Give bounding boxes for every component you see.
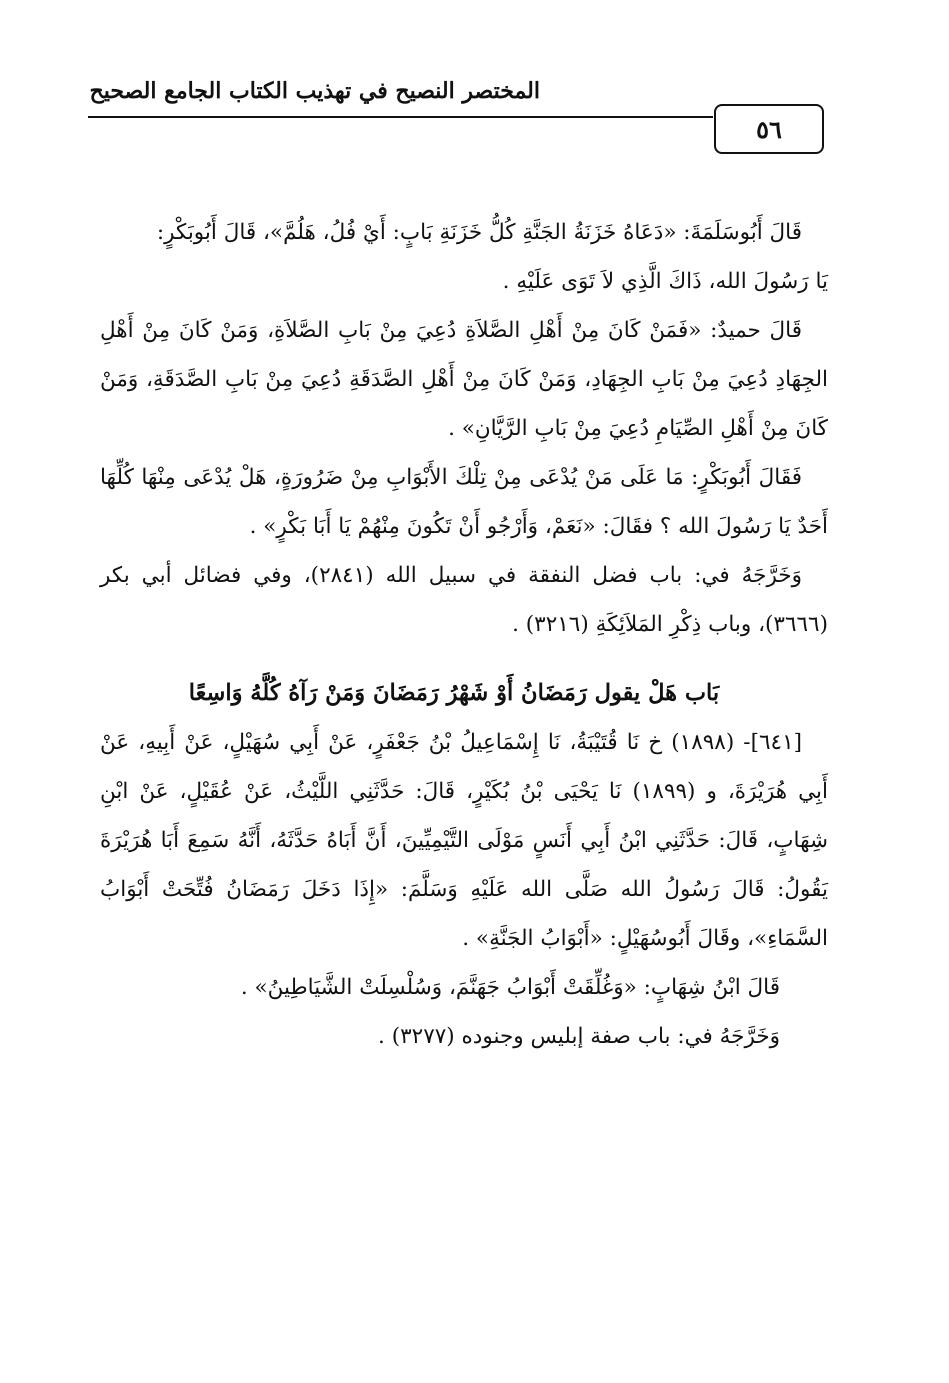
body-text	[100, 208, 828, 1061]
paragraph-abu-salama	[100, 208, 828, 306]
paragraph-abu-bakr: فَقَالَ أَبُوبَكْرٍ: مَا عَلَى مَنْ يُدْعَى مِنْ تِلْكَ الأَبْوَابِ مِنْ ضَرُورَةٍ، هَلْ يُدْعَى مِنْهَا كُلِّهَا أَحَدٌ يَا رَسُولَ الله ؟ فقَالَ: «نَعَمْ، وَأَرْجُو أَنْ تَكُونَ مِنْهُمْ يَا أَبَا بَكْرٍ» .	[100, 465, 828, 539]
paragraph-takhrij-2: وَخَرَّجَهُ في: باب صفة إبليس وجنوده (٣٢٧٧) .	[378, 1024, 780, 1049]
header-rule	[88, 116, 713, 118]
chapter-heading: بَاب هَلْ يقول رَمَضَانُ أَوْ شَهْرُ رَمَضَانَ وَمَنْ رَآهُ كُلَّهُ وَاسِعًا	[188, 680, 720, 706]
page-number: ٥٦	[756, 114, 782, 144]
paragraph-line: قَالَ أَبُوسَلَمَةَ: «دَعَاهُ خَزَنَةُ الجَنَّةِ كُلُّ خَزَنَةِ بَابٍ: أَيْ فُلُ، هَلُمَّ»، قَالَ أَبُوبَكْرٍ:	[156, 220, 802, 245]
paragraph-humaid: قَالَ حميدٌ: «فَمَنْ كَانَ مِنْ أَهْلِ الصَّلاَةِ دُعِيَ مِنْ بَابِ الصَّلاَةِ، وَمَنْ كَانَ مِنْ أَهْلِ الجِهَادِ دُعِيَ مِنْ بَابِ الجِهَادِ، وَمَنْ كَانَ مِنْ أَهْلِ الصَّدَقَةِ دُعِيَ مِنْ بَابِ الصَّدَقَةِ، وَمَنْ كَانَ مِنْ أَهْلِ الصِّيَامِ دُعِيَ مِنْ بَابِ الرَّيَّانِ» .	[100, 318, 828, 441]
page-number-box	[714, 104, 824, 154]
paragraph-takhrij-1: وَخَرَّجَهُ في: باب فضل النفقة في سبيل الله (٢٨٤١)، وفي فضائل أبي بكر (٣٦٦٦)، وباب ذِكْرِ المَلاَئِكَةِ (٣٢١٦) .	[100, 563, 828, 637]
paragraph-line: يَا رَسُولَ الله، ذَاكَ الَّذِي لاَ تَوَى عَلَيْهِ .	[502, 269, 828, 294]
running-title: المختصر النصيح في تهذيب الكتاب الجامع الصحيح	[89, 78, 540, 104]
paragraph-ibn-shihab: قَالَ ابْنُ شِهَابٍ: «وَغُلِّقَتْ أَبْوَابُ جَهَنَّمَ، وَسُلْسِلَتْ الشَّيَاطِينُ» .	[240, 975, 780, 1000]
paragraph-hadith-641: [٦٤١]- (١٨٩٨) خ نَا قُتَيْبَةُ، نَا إِسْمَاعِيلُ بْنُ جَعْفَرٍ، عَنْ أَبِي سُهَيْلٍ، عَنْ أَبِيهِ، عَنْ أَبِي هُرَيْرَةَ، و (١٨٩٩) نَا يَحْيَى بْنُ بُكَيْرٍ، قَالَ: حَدَّثَنِي اللَّيْثُ، عَنْ عُقَيْلٍ، عَنْ ابْنِ شِهَابٍ، قَالَ: حَدَّثَنِي ابْنُ أَبِي أَنَسٍ مَوْلَى التَّيْمِيِّينَ، أَنَّ أَبَاهُ حَدَّثَهُ، أَنَّهُ سَمِعَ أَبَا هُرَيْرَةَ يَقُولُ: قَالَ رَسُولُ الله صَلَّى الله عَلَيْهِ وَسَلَّمَ: «إِذَا دَخَلَ رَمَضَانُ فُتِّحَتْ أَبْوَابُ السَّمَاءِ»، وقَالَ أَبُوسُهَيْلٍ: «أَبْوَابُ الجَنَّةِ» .	[100, 730, 828, 951]
